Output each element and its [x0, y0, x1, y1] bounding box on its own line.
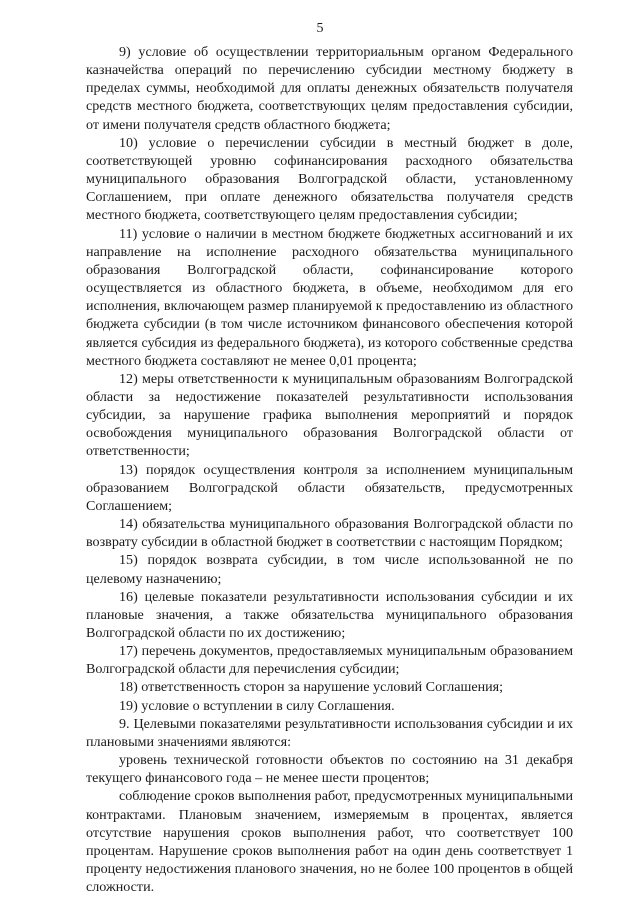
paragraph-item-14-refund-obligations: 14) обязательства муниципального образования Волгоградской области по возврату субсидии в областной бюджет в соответствии с настоящим Порядком;: [86, 516, 573, 551]
paragraph-item-13-control-procedure: 13) порядок осуществления контроля за исполнением муниципальным образованием Волгоградской области обязательств, предусмотренных Соглашением;: [86, 461, 573, 514]
paragraph-item-18-party-liability: 18) ответственность сторон за нарушение условий Соглашения;: [119, 679, 504, 696]
paragraph-deadline-compliance: соблюдение сроков выполнения работ, предусмотренных муниципальными контрактами. Плановым значением, измеряемым в процентах, является отсутствие нарушения сроков выполнения работ, что соответствует 100 процентам. Нарушение сроков выполнения работ на один день соответствует 1 проценту недостижения планового значения, но не более 100 процентов в общей сложности.: [86, 788, 573, 896]
paragraph-item-17-document-list: 17) перечень документов, предоставляемых муниципальным образованием Волгоградской области для перечисления субсидии;: [86, 643, 573, 678]
paragraph-item-16-target-indicators: 16) целевые показатели результативности использования субсидии и их плановые значения, а также обязательства муниципального образования Волгоградской области по их достижению;: [86, 588, 573, 641]
paragraph-item-11-budget-allocations: 11) условие о наличии в местном бюджете бюджетных ассигнований и их направление на исполнение расходного обязательства муниципального образования Волгоградской области, софинансирование которого осуществляется из областного бюджета, в объеме, необходимом для его исполнения, включающем размер планируемой к предоставлению из областного бюджета субсидии (в том числе источником финансового обеспечения которой является субсидия из федерального бюджета), из которого собственные средства местного бюджета составляют не менее 0,01 процента;: [86, 225, 573, 369]
paragraph-item-19-entry-into-force: 19) условие о вступлении в силу Соглашения.: [119, 697, 395, 714]
paragraph-item-15-refund-procedure: 15) порядок возврата субсидии, в том числе использованной не по целевому назначению;: [86, 552, 573, 587]
paragraph-technical-readiness: уровень технической готовности объектов по состоянию на 31 декабря текущего финансового года – не менее шести процентов;: [86, 752, 573, 787]
page-number: 5: [316, 21, 324, 36]
paragraph-item-9-agreement-treasury: 9) условие об осуществлении территориальным органом Федерального казначейства операций по перечислению субсидии местному бюджету в пределах суммы, необходимой для оплаты денежных обязательств получателя средств местного бюджета, соответствующих целям предоставления субсидии, от имени получателя средств областного бюджета;: [86, 44, 573, 133]
paragraph-item-10-transfer-share: 10) условие о перечислении субсидии в местный бюджет в доле, соответствующей уровню софинансирования расходного обязательства муниципального образования Волгоградской области, установленному Соглашением, при оплате денежного обязательства получателя средств местного бюджета, соответствующего целям предоставления субсидии;: [86, 134, 573, 224]
paragraph-section-9-indicators: 9. Целевыми показателями результативности использования субсидии и их плановыми значениями являются:: [86, 715, 573, 750]
document-body: [86, 43, 573, 896]
paragraph-item-12-responsibility-measures: 12) меры ответственности к муниципальным образованиям Волгоградской области за недостижение показателей результативности использования субсидии, за нарушение графика выполнения мероприятий и порядок освобождения муниципального образования Волгоградской области от ответственности;: [86, 370, 573, 460]
